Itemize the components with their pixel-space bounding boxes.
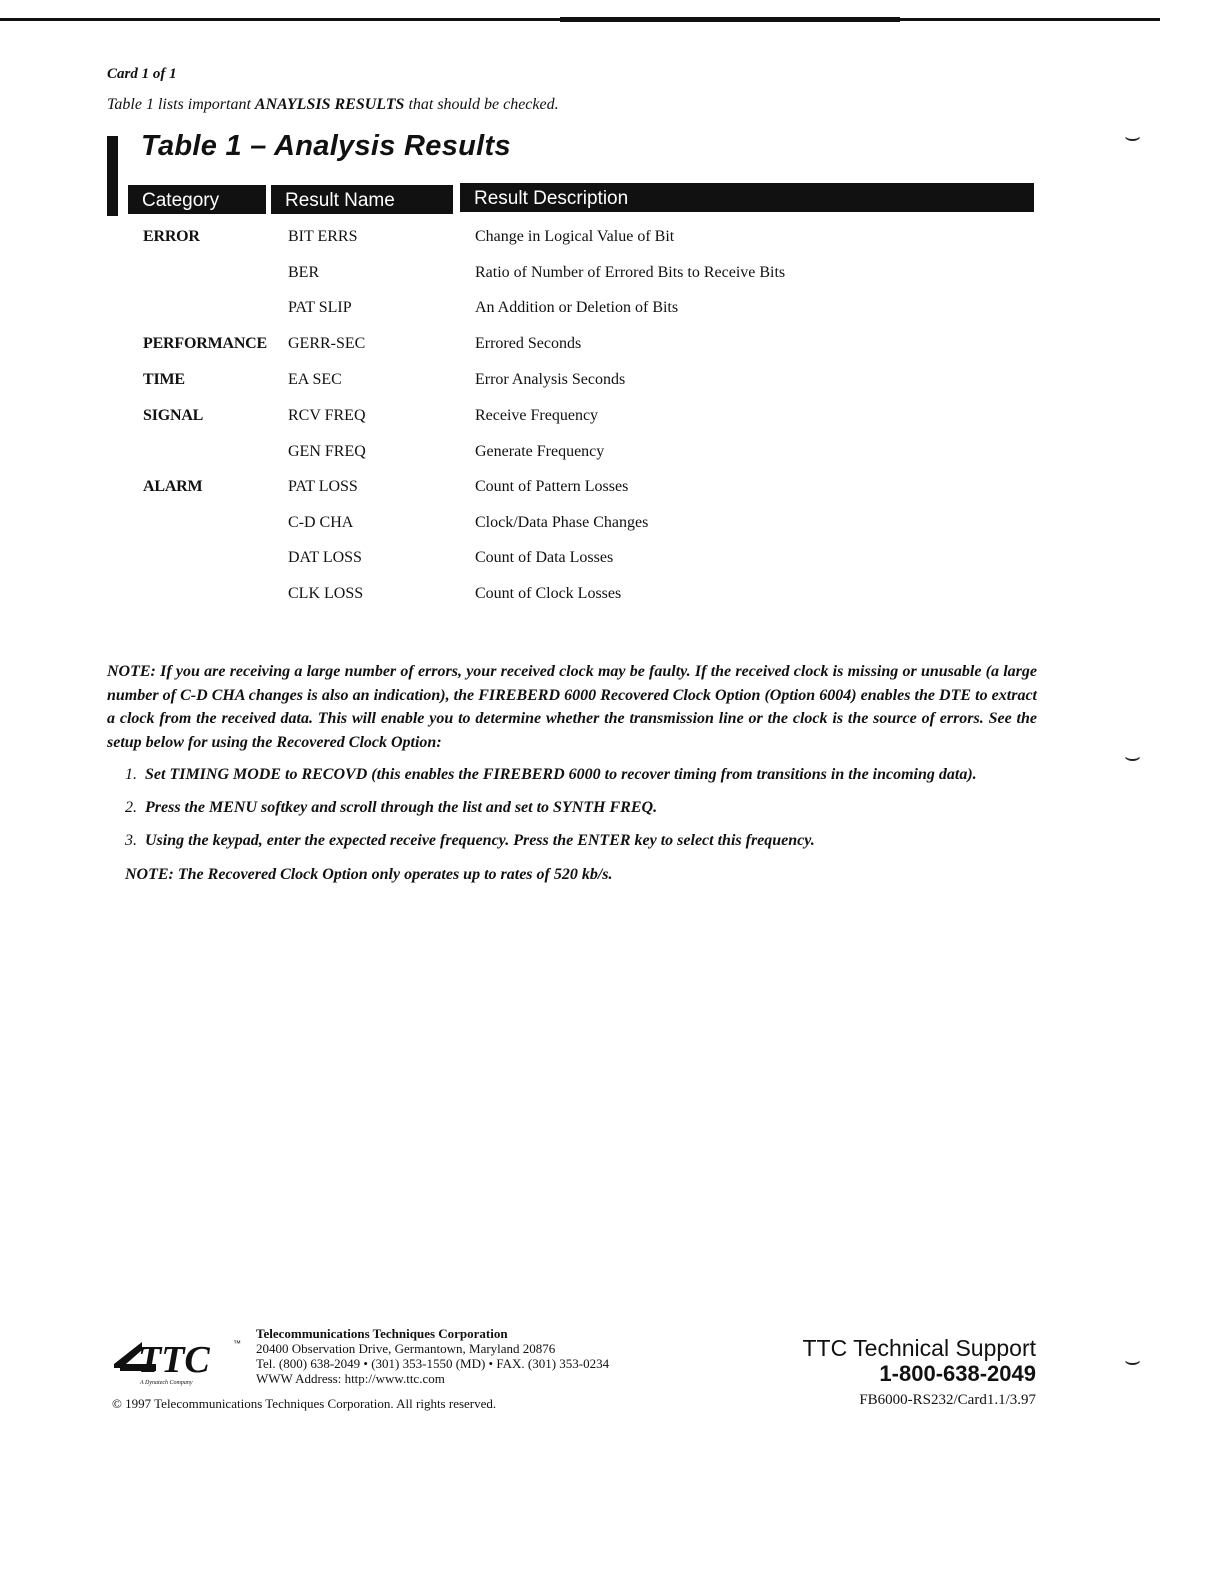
step-number: 1. [125, 766, 137, 783]
cell-result-name: EA SEC [288, 371, 342, 388]
intro-text [107, 96, 559, 114]
logo-text: TTC [138, 1339, 210, 1381]
cell-result-description: Generate Frequency [475, 443, 605, 460]
logo-trademark: ™ [233, 1339, 241, 1348]
company-phones: Tel. (800) 638-2049 • (301) 353-1550 (MD) • FAX. (301) 353-0234 [256, 1356, 610, 1371]
title-side-bar [107, 136, 118, 216]
cell-result-name: C-D CHA [288, 514, 354, 531]
cell-result-name: GERR-SEC [288, 335, 366, 352]
cell-result-name: DAT LOSS [288, 549, 362, 566]
cell-result-description: An Addition or Deletion of Bits [475, 299, 679, 316]
company-info [256, 1326, 609, 1386]
step-text: Press the MENU softkey and scroll through the list and set to SYNTH FREQ. [145, 799, 658, 816]
cell-result-name: BER [288, 264, 320, 281]
cell-category: ALARM [143, 478, 203, 495]
cell-result-name: RCV FREQ [288, 407, 366, 424]
company-web: WWW Address: http://www.ttc.com [256, 1371, 445, 1386]
table-row [0, 299, 1220, 329]
step-text: Using the keypad, enter the expected receive frequency. Press the ENTER key to select this frequency. [145, 832, 815, 849]
list-item [125, 799, 1045, 832]
table-row [0, 478, 1220, 508]
table-row [0, 371, 1220, 401]
column-header-category: Category [128, 185, 266, 214]
support-phone: 1-800-638-2049 [879, 1361, 1036, 1386]
column-header-result-description: Result Description [460, 183, 1034, 212]
company-address: 20400 Observation Drive, Germantown, Maryland 20876 [256, 1341, 556, 1356]
cell-result-description: Count of Pattern Losses [475, 478, 629, 495]
cell-result-description: Receive Frequency [475, 407, 599, 424]
step-text: Set TIMING MODE to RECOVD (this enables the FIREBERD 6000 to recover timing from transitions in the incoming data). [145, 766, 977, 783]
table-title: Table 1 – Analysis Results [141, 130, 511, 162]
card-label: Card 1 of 1 [107, 66, 177, 82]
cell-result-name: PAT SLIP [288, 299, 352, 316]
cell-result-description: Clock/Data Phase Changes [475, 514, 649, 531]
cell-result-name: BIT ERRS [288, 228, 358, 245]
margin-check-icon: ⌣ [1124, 1346, 1142, 1376]
cell-result-description: Count of Data Losses [475, 549, 614, 566]
step-number: 3. [125, 832, 137, 849]
top-rule-accent [560, 17, 900, 22]
company-name: Telecommunications Techniques Corporation [256, 1326, 508, 1341]
step-number: 2. [125, 799, 137, 816]
cell-result-description: Errored Seconds [475, 335, 582, 352]
margin-check-icon: ⌣ [1124, 742, 1142, 772]
table-row [0, 407, 1220, 437]
margin-check-icon: ⌣ [1124, 122, 1142, 152]
recovered-clock-note: NOTE: The Recovered Clock Option only operates up to rates of 520 kb/s. [125, 866, 613, 883]
cell-result-description: Ratio of Number of Errored Bits to Receive Bits [475, 264, 786, 281]
cell-result-description: Count of Clock Losses [475, 585, 622, 602]
logo-tagline: A Dynatech Company [140, 1380, 193, 1386]
support-label: TTC Technical Support [802, 1335, 1036, 1361]
table-row [0, 228, 1220, 258]
intro-suffix: that should be checked. [404, 96, 559, 113]
copyright: © 1997 Telecommunications Techniques Corporation. All rights reserved. [112, 1396, 497, 1411]
table-row [0, 549, 1220, 579]
cell-category: ERROR [143, 228, 200, 245]
list-item [125, 766, 1045, 799]
note-paragraph: NOTE: If you are receiving a large number of errors, your received clock may be faulty. If the received clock is missing or unusable (a large number of C-D CHA changes is also an indication), the FIREBERD 6000 Recovered Clock Option (Option 6004) enables the DTE to extract a clock from the received data. This will enable you to determine whether the transmission line or the clock is the source of errors. See the setup below for using the Recovered Clock Option: [107, 663, 1037, 751]
setup-steps [125, 766, 1045, 865]
list-item [125, 832, 1045, 865]
table-row [0, 443, 1220, 473]
cell-result-name: GEN FREQ [288, 443, 366, 460]
table-row [0, 264, 1220, 294]
cell-category: TIME [143, 371, 185, 388]
ttc-logo [112, 1334, 252, 1386]
cell-result-description: Error Analysis Seconds [475, 371, 626, 388]
cell-result-name: PAT LOSS [288, 478, 358, 495]
table-row [0, 335, 1220, 365]
cell-result-description: Change in Logical Value of Bit [475, 228, 675, 245]
cell-category: PERFORMANCE [143, 335, 268, 352]
cell-category: SIGNAL [143, 407, 204, 424]
column-header-result-name: Result Name [271, 185, 453, 214]
intro-emphasis: ANAYLSIS RESULTS [254, 96, 405, 113]
cell-result-name: CLK LOSS [288, 585, 364, 602]
table-row [0, 585, 1220, 615]
table-row [0, 514, 1220, 544]
document-id: FB6000-RS232/Card1.1/3.97 [859, 1392, 1036, 1408]
intro-prefix: Table 1 lists important [107, 96, 255, 113]
